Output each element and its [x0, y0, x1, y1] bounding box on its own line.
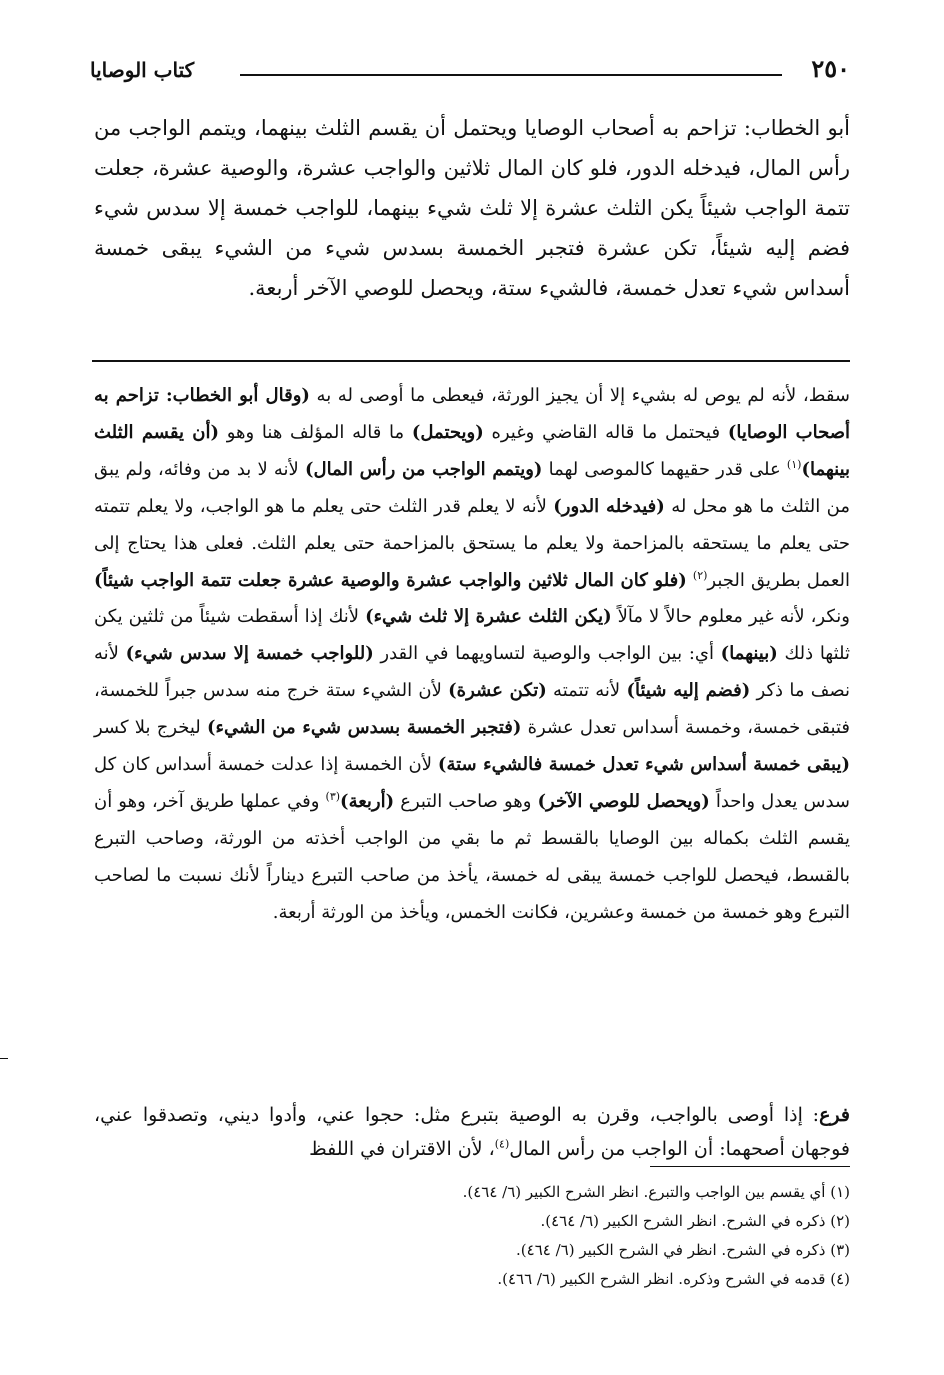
footnote-ref: (٤): [494, 1137, 510, 1151]
footnote-ref: (١): [786, 457, 802, 471]
quoted-matn: (ويحصل للوصي الآخر): [537, 790, 710, 812]
footnote-ref: (٣): [325, 789, 341, 803]
footnote: (٤) قدمه في الشرح وذكره. انظر الشرح الكبير (٦/ ٤٦٦).: [497, 1270, 850, 1288]
text-separator: [92, 360, 850, 362]
text-run: لأن الشيء ستة خرج منه سدس جبراً للخمسة، فتبقى خمسة، وخمسة أسداس تعدل عشرة: [94, 680, 851, 739]
text-run: لأنه لا بد من وفائه، ولم يبق من الثلث ما هو محل له: [94, 458, 851, 517]
main-text: أبو الخطاب: تزاحم به أصحاب الوصايا ويحتمل أن يقسم الثلث بينهما، ويتمم الواجب من رأس المال، فيدخله الدور، فلو كان المال ثلاثين والواجب عشرة، والوصية عشرة، جعلت تتمة الواجب شيئاً يكن الثلث عشرة إلا ثلث شيء بينهما، للواجب خمسة إلا سدس شيء فضم إليه شيئاً، تكن عشرة فتجبر الخمسة بسدس شيء من الشيء يبقى خمسة أسداس شيء تعدل خمسة، فالشيء ستة، ويحصل للوصي الآخر أربعة.: [94, 116, 850, 300]
quoted-matn: (فيدخله الدور): [553, 495, 665, 517]
quoted-matn: (للواجب خمسة إلا سدس شيء): [125, 643, 374, 665]
quoted-matn: (ويحتمل): [411, 421, 484, 443]
text-run: وهو صاحب التبرع: [394, 790, 538, 812]
text-run: سقط، لأنه لم يوص له بشيء إلا أن يجيز الورثة، فيعطى ما أوصى له به: [309, 385, 851, 406]
quoted-matn: (فلو كان المال ثلاثين والواجب عشرة والوصية عشرة جعلت تتمة الواجب شيئاً): [94, 569, 687, 591]
footnotes: [94, 1178, 850, 1294]
commentary-text: [94, 378, 850, 932]
text-run: لأنه تتمته: [546, 680, 627, 702]
text-run: ونكر، لأنه غير معلوم حالاً لا مآلاً: [611, 606, 851, 628]
text-run: ، لأن الاقتران في اللفظ: [309, 1138, 495, 1160]
text-run: لأنه لا يعلم قدر الثلث حتى يعلم ما هو الواجب، ولا يعلم تتمته حتى يعلم ما يستحقه بالمزاحمة ولا يعلم ما يستحق بالمزاحمة حتى يعلم الثلث. فعلى هذا يحتاج إلى العمل بطريق الجبر: [94, 495, 850, 591]
footnote-ref: (٢): [692, 568, 708, 582]
margin-mark: [0, 1058, 8, 1059]
text-run: أي: بين الواجب والوصية لتساويهما في القدر: [373, 643, 721, 665]
text-run: لأنه نصف ما ذكر: [94, 643, 850, 702]
text-run: لأنك إذا أسقطت شيئاً من ثلثين يكن ثلثها ذلك: [94, 606, 851, 665]
quoted-matn: (وقال أبو الخطاب: تزاحم به أصحاب الوصايا): [94, 385, 850, 443]
text-run: على قدر حقيهما كالموصى لهما: [542, 458, 787, 480]
book-title: كتاب الوصايا: [90, 58, 195, 82]
footnote-separator: [650, 1166, 850, 1167]
page-number: ٢٥٠: [811, 54, 850, 83]
quoted-matn: فرع: [819, 1104, 850, 1126]
quoted-matn: (يبقى خمسة أسداس شيء تعدل خمسة فالشيء ستة): [437, 754, 851, 776]
quoted-matn: (بينهما): [720, 643, 778, 665]
text-run: فيحتمل ما قاله القاضي وغيره: [483, 421, 728, 443]
header-rule: [240, 74, 782, 76]
quoted-matn: (تكن عشرة): [448, 680, 547, 702]
text-run: وفي عملها طريق آخر، وهو أن يقسم الثلث بكماله بين الوصايا بالقسط ثم ما بقي من الواجب أخذته من الورثة، وصاحب التبرع بالقسط، فيحصل للواجب خمسة يبقى له خمسة، يأخذ من صاحب التبرع ديناراً لأنك نسبت ما لصاحب التبرع وهو خمسة من خمسة وعشرين، فكانت الخمس، ويأخذ من الورثة أربعة.: [94, 790, 850, 923]
quoted-matn: (يكن الثلث عشرة إلا ثلث شيء): [365, 606, 612, 628]
footnote: (٣) ذكره في الشرح. انظر في الشرح الكبير (٦/ ٤٦٤).: [516, 1241, 850, 1259]
footnote: (٢) ذكره في الشرح. انظر الشرح الكبير (٦/ ٤٦٤).: [540, 1212, 850, 1230]
quoted-matn: (ويتمم الواجب من رأس المال): [305, 458, 543, 480]
quoted-matn: (أن يقسم الثلث بينهما): [94, 421, 851, 480]
quoted-matn: (فتجبر الخمسة بسدس شيء من الشيء): [207, 717, 522, 739]
branch-paragraph: [94, 1098, 850, 1166]
text-run: ما قاله المؤلف هنا وهو: [218, 421, 412, 443]
footnote: (١) أي يقسم بين الواجب والتبرع. انظر الشرح الكبير (٦/ ٤٦٤).: [462, 1183, 850, 1201]
text-run: ليخرج بلا كسر: [94, 717, 207, 739]
text-run: : إذا أوصى بالواجب، وقرن به الوصية بتبرع مثل: حجوا عني، وأدوا ديني، وتصدقوا عني، فوجهان أصحهما: أن الواجب من رأس المال: [94, 1104, 850, 1160]
text-run: لأن الخمسة إذا عدلت خمسة أسداس كان كل سدس يعدل واحداً: [94, 754, 850, 812]
page-header: [90, 54, 850, 90]
quoted-matn: (فضم إليه شيئاً): [626, 680, 751, 702]
quoted-matn: (أربعة): [340, 790, 395, 812]
